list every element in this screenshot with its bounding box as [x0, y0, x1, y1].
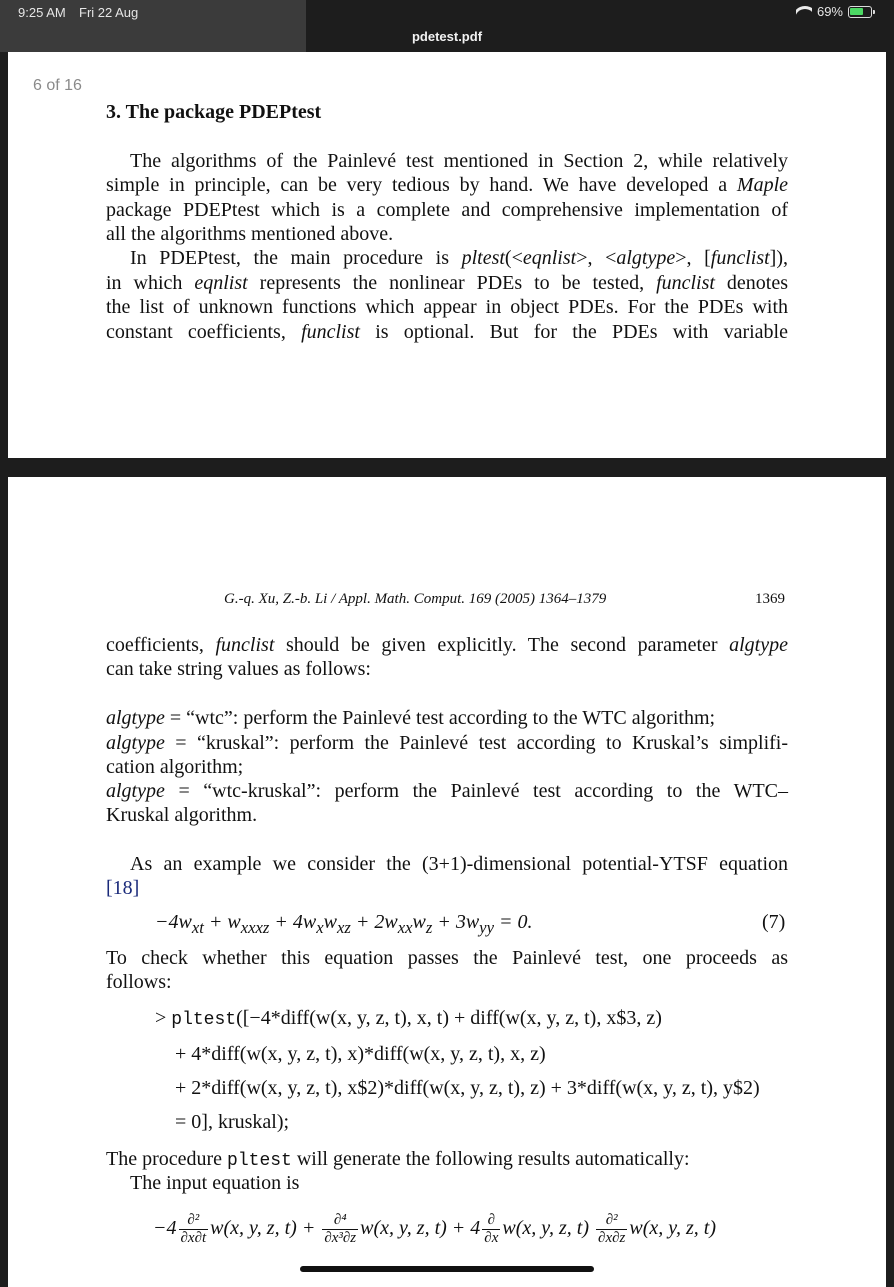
body-line: the list of unknown functions which appear in object PDEs. For the PDEs with — [106, 296, 788, 318]
eq-func: w(x, y, z, t) — [629, 1217, 717, 1239]
body-line: To check whether this equation passes the Painlevé test, one proceeds as — [106, 947, 788, 969]
wifi-icon — [796, 6, 812, 18]
document-title — [306, 26, 894, 52]
body-text: coefficients, — [106, 634, 216, 656]
body-text: >, [ — [675, 247, 711, 269]
option-key: algtype — [106, 732, 165, 754]
eq-sub: xz — [336, 918, 351, 937]
code-keyword: pltest — [171, 1010, 237, 1030]
body-text-italic: funclist — [301, 321, 360, 343]
option-line — [106, 731, 788, 755]
page-number: 1369 — [755, 591, 785, 607]
status-right — [796, 4, 872, 19]
body-text: The procedure — [106, 1148, 228, 1170]
eq-part: w — [412, 911, 426, 933]
code-keyword: pltest — [227, 1151, 292, 1171]
body-line: package PDEPtest which is a complete and comprehensive implementation of — [106, 199, 788, 221]
eq-part: −4w — [155, 911, 192, 933]
eq-sub: x — [316, 918, 324, 937]
eq-fraction — [482, 1212, 500, 1247]
status-bar — [0, 0, 894, 26]
section-heading: 3. The package PDEPtest — [106, 101, 322, 123]
body-text-italic: eqnlist — [522, 247, 577, 269]
running-header: G.-q. Xu, Z.-b. Li / Appl. Math. Comput. 169 (2005) 1364–1379 — [224, 591, 607, 607]
home-indicator[interactable] — [300, 1266, 594, 1272]
body-text: simple in principle, can be very tedious by hand. We have developed a — [106, 174, 737, 196]
eq-op: + — [296, 1217, 321, 1239]
body-line — [130, 246, 788, 270]
eq-fraction — [179, 1212, 209, 1247]
body-line: can take string values as follows: — [106, 658, 371, 680]
body-line — [106, 1147, 690, 1173]
document-title-text: pdetest.pdf — [411, 29, 483, 44]
body-line: all the algorithms mentioned above. — [106, 223, 394, 245]
eq-sub: z — [425, 918, 433, 937]
eq-sub: xxxz — [240, 918, 270, 937]
code-line: = 0], kruskal); — [175, 1111, 290, 1133]
body-line — [106, 173, 788, 197]
code-prompt: > — [155, 1007, 172, 1029]
battery-fill — [850, 8, 863, 15]
option-key: algtype — [106, 707, 165, 729]
eq-func: w(x, y, z, t) — [360, 1217, 447, 1239]
status-date: Fri 22 Aug — [79, 5, 139, 20]
option-line: cation algorithm; — [106, 756, 244, 778]
body-text: will generate the following results automatically: — [291, 1148, 690, 1170]
eq-coef: −4 — [153, 1217, 177, 1239]
input-equation — [153, 1208, 716, 1248]
equation-7 — [155, 910, 532, 940]
eq-sub: xx — [397, 918, 413, 937]
option-text: = “kruskal”: perform the Painlevé test according to Kruskal’s simplifi- — [164, 732, 788, 754]
equation-number: (7) — [762, 911, 786, 933]
body-line: As an example we consider the (3+1)-dimensional potential-YTSF equation — [130, 853, 788, 875]
frac-den: ∂x³∂z — [324, 1229, 357, 1246]
eq-part: + 4w — [269, 911, 317, 933]
option-key: algtype — [106, 780, 165, 802]
body-text: In PDEPtest, the main procedure is — [130, 247, 462, 269]
option-line — [106, 779, 788, 803]
body-text: in which — [106, 272, 195, 294]
option-line: Kruskal algorithm. — [106, 804, 258, 826]
body-text: ]), — [769, 247, 788, 269]
body-line: The algorithms of the Painlevé test mentioned in Section 2, while relatively — [130, 150, 788, 172]
body-line: The input equation is — [130, 1172, 300, 1194]
body-line — [106, 271, 788, 295]
eq-sub: xt — [191, 918, 204, 937]
body-text: should be given explicitly. The second parameter — [274, 634, 730, 656]
option-text: = “wtc-kruskal”: perform the Painlevé test according to the WTC– — [164, 780, 788, 802]
body-text: is optional. But for the PDEs with variable — [359, 321, 788, 343]
page-indicator: 6 of 16 — [33, 77, 82, 94]
option-text: = “wtc”: perform the Painlevé test according to the WTC algorithm; — [164, 707, 716, 729]
eq-func: w(x, y, z, t) — [502, 1217, 590, 1239]
body-text-italic: funclist — [215, 634, 275, 656]
body-text-italic: algtype — [616, 247, 676, 269]
eq-func: w(x, y, z, t) — [210, 1217, 297, 1239]
body-text: represents the nonlinear PDEs to be tested, — [247, 272, 657, 294]
eq-part: + 2w — [350, 911, 398, 933]
code-line — [155, 1006, 662, 1032]
body-text-italic: pltest — [461, 247, 505, 269]
battery-icon — [848, 6, 872, 18]
frac-num: ∂² — [179, 1212, 209, 1230]
frac-num: ∂ — [482, 1212, 500, 1230]
eq-fraction — [596, 1212, 627, 1247]
body-text: >, < — [576, 247, 617, 269]
body-line: follows: — [106, 971, 172, 993]
body-line — [106, 320, 788, 344]
eq-sub: yy — [479, 918, 494, 937]
frac-den: ∂x∂z — [598, 1229, 626, 1246]
code-line: + 4*diff(w(x, y, z, t), x)*diff(w(x, y, z, t), x, z) — [175, 1043, 546, 1065]
frac-den: ∂x — [484, 1229, 499, 1246]
eq-part: + w — [203, 911, 241, 933]
code-text: ([−4*diff(w(x, y, z, t), x, t) + diff(w(x, y, z, t), x$3, z) — [236, 1007, 662, 1029]
battery-percent: 69% — [816, 4, 843, 19]
eq-part: + 3w — [432, 911, 480, 933]
frac-num: ∂⁴ — [322, 1212, 358, 1230]
body-text-italic: Maple — [736, 174, 788, 196]
body-text-italic: eqnlist — [194, 272, 248, 294]
body-text: (< — [504, 247, 523, 269]
citation-link[interactable]: [18] — [106, 877, 140, 899]
body-line — [106, 633, 788, 657]
status-time: 9:25 AM — [18, 5, 66, 20]
frac-den: ∂x∂t — [180, 1229, 207, 1246]
eq-part: = 0. — [493, 911, 533, 933]
eq-part: w — [323, 911, 337, 933]
code-line: + 2*diff(w(x, y, z, t), x$2)*diff(w(x, y, z, t), z) + 3*diff(w(x, y, z, t), y$2) — [175, 1077, 760, 1099]
eq-coef: + 4 — [446, 1217, 481, 1239]
body-text-italic: funclist — [656, 272, 715, 294]
body-text-italic: algtype — [729, 634, 788, 656]
body-text-italic: funclist — [710, 247, 770, 269]
eq-fraction — [322, 1212, 358, 1247]
body-text: denotes — [714, 272, 789, 294]
frac-num: ∂² — [596, 1212, 627, 1230]
body-text: constant coefficients, — [106, 321, 302, 343]
option-line — [106, 706, 715, 730]
